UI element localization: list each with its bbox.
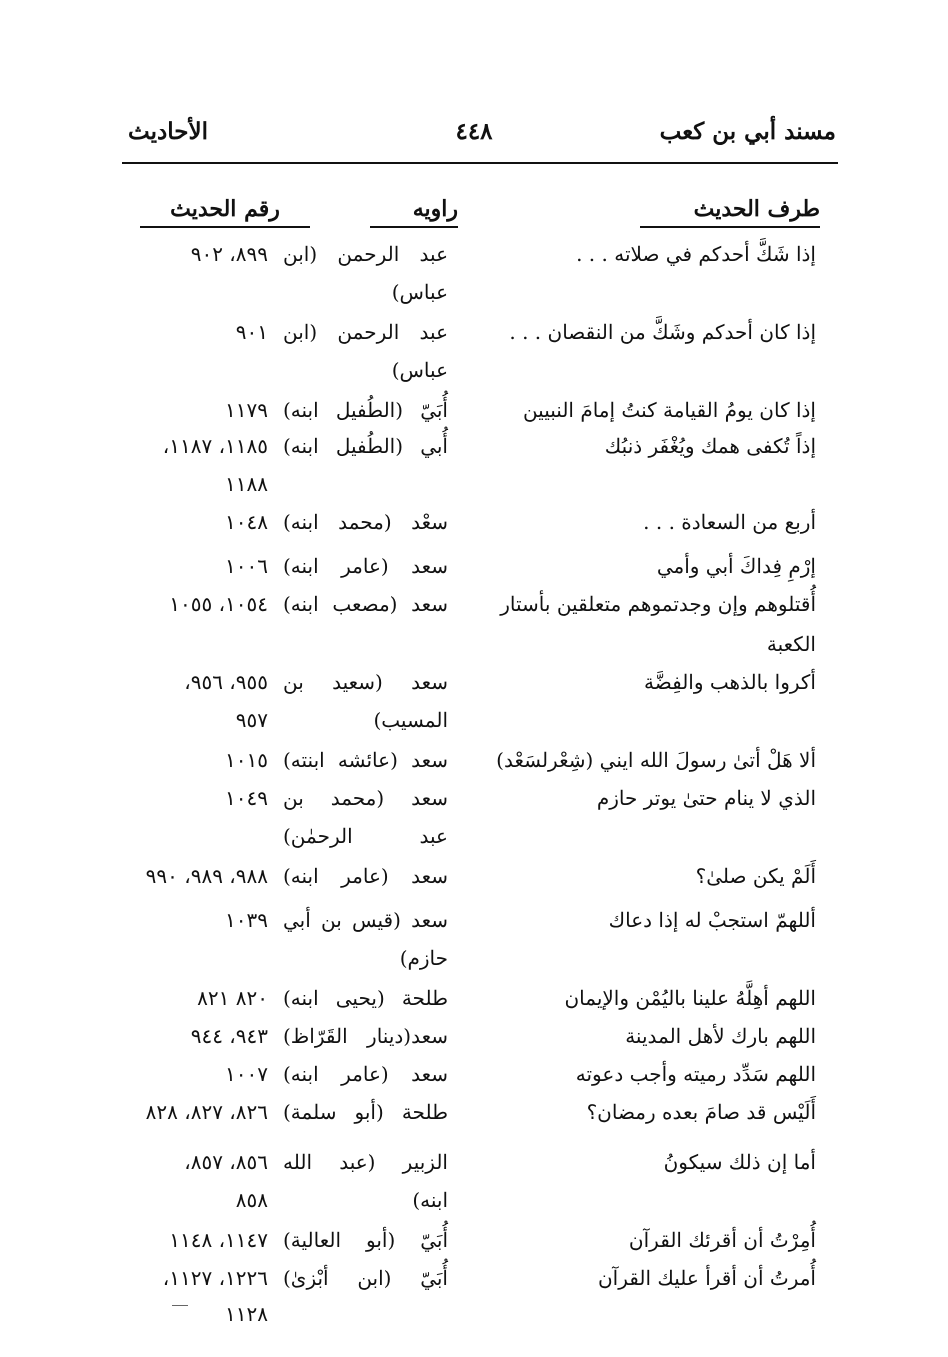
column-header-narrator: راويه: [370, 196, 458, 228]
table-row: [0, 470, 948, 502]
hadith-numbers: ١٠٣٩: [225, 908, 268, 932]
table-row: [0, 356, 948, 388]
hadith-numbers: ٩٥٧: [235, 708, 268, 732]
hadith-text: إرْمِ فِداكَ أبي وأمي: [656, 554, 816, 578]
hadith-text: أكروا بالذهب والفِضَّة: [644, 670, 816, 694]
hadith-numbers: ١٠٤٩: [225, 786, 268, 810]
narrator-text: عباس): [391, 358, 448, 382]
hadith-text: إذا شَكَّ أحدكم في صلاته . . .: [576, 242, 816, 266]
narrator-text: سعد (مصعب ابنه): [283, 592, 448, 616]
narrator-text: أُبَيّ (ابن أبْزىٰ): [283, 1266, 448, 1290]
table-row: [0, 944, 948, 976]
narrator-text: عبد الرحمٰن): [283, 824, 448, 848]
table-row: [0, 1148, 948, 1180]
narrator-text: سعد (عامر ابنه): [283, 554, 448, 578]
hadith-numbers: ٩٥٥، ٩٥٦،: [184, 670, 268, 694]
table-row: [0, 784, 948, 816]
hadith-numbers: ١١٤٧، ١١٤٨: [169, 1228, 268, 1252]
hadith-text: أَلَمْ يكن صلىٰ؟: [695, 864, 816, 888]
table-row: [0, 906, 948, 938]
table-row: [0, 668, 948, 700]
hadith-numbers: ١٠٤٨: [225, 510, 268, 534]
table-row: [0, 1226, 948, 1258]
hadith-numbers: ١٢٢٦، ١١٢٧،: [162, 1266, 268, 1290]
narrator-text: أُبَيّ (أبو العالية): [283, 1228, 448, 1252]
hadith-numbers: ١١٨٥، ١١٨٧،: [162, 434, 268, 458]
narrator-text: عبد الرحمن (ابن: [283, 320, 448, 344]
narrator-text: سعد (سعيد بن: [283, 670, 448, 694]
table-row: [0, 706, 948, 738]
hadith-text: اللهم سَدِّد رميته وأجب دعوته: [575, 1062, 816, 1086]
table-row: [0, 746, 948, 778]
narrator-text: سعْد (محمد ابنه): [283, 510, 448, 534]
hadith-text: الذي لا ينام حتىٰ يوتر حازم: [596, 786, 816, 810]
narrator-text: طلحة (أبو سلمة): [283, 1100, 448, 1124]
hadith-numbers: ٩٤٣، ٩٤٤: [190, 1024, 268, 1048]
table-row: [0, 1022, 948, 1054]
hadith-numbers: ١٠١٥: [225, 748, 268, 772]
narrator-text: سعد (محمد بن: [283, 786, 448, 810]
narrator-text: سعد (عامر ابنه): [283, 1062, 448, 1086]
table-row: [0, 630, 948, 662]
narrator-text: عبد الرحمن (ابن: [283, 242, 448, 266]
hadith-numbers: ١٠٥٤، ١٠٥٥: [169, 592, 268, 616]
footer-mark: [172, 1305, 188, 1306]
hadith-numbers: ٩٠١: [235, 320, 268, 344]
table-row: [0, 240, 948, 272]
hadith-text: ألا هَلْ أتىٰ رسولَ الله ايني (شِعْرلسَعْد): [496, 748, 816, 772]
narrator-text: أُبي (الطُفيل ابنه): [283, 434, 448, 458]
hadith-text: إذاً تُكفى همك ويُغْفَر ذنبُك: [604, 434, 816, 458]
narrator-text: ابنه): [412, 1188, 448, 1212]
narrator-text: طلحة (يحيى ابنه): [283, 986, 448, 1010]
table-row: [0, 862, 948, 894]
table-row: [0, 1098, 948, 1130]
table-row: [0, 1060, 948, 1092]
hadith-numbers: ١٠٠٧: [225, 1062, 268, 1086]
table-row: [0, 552, 948, 584]
hadith-text: أللهمّ استجبْ له إذا دعاك: [608, 908, 816, 932]
column-header-number: رقم الحديث: [140, 196, 310, 228]
narrator-text: الزبير (عبد الله: [283, 1150, 448, 1174]
narrator-text: عباس): [391, 280, 448, 304]
hadith-numbers: ١١٧٩: [225, 398, 268, 422]
section-title: الأحاديث: [128, 118, 208, 145]
narrator-text: المسيب): [373, 708, 448, 732]
narrator-text: سعد (عامر ابنه): [283, 864, 448, 888]
hadith-text: اللهم أهِلَّهُ علينا باليُمْن والإيمان: [564, 986, 816, 1010]
hadith-numbers: ١١٢٨: [225, 1302, 268, 1326]
hadith-text: أما إن ذلك سيكونُ: [663, 1150, 816, 1174]
page-number: ٤٤٨: [455, 118, 493, 145]
table-row: [0, 508, 948, 540]
book-title: مسند أبي بن كعب: [659, 118, 836, 145]
narrator-text: حازم): [399, 946, 448, 970]
table-row: [0, 1300, 948, 1332]
hadith-text: الكعبة: [766, 632, 816, 656]
table-row: [0, 432, 948, 464]
narrator-text: سعد (عائشه ابنته): [283, 748, 448, 772]
header-rule: [122, 162, 838, 164]
hadith-numbers: ٨٥٨: [235, 1188, 268, 1212]
hadith-text: إذا كان أحدكم وشَكَّ من النقصان . . .: [509, 320, 816, 344]
hadith-numbers: ١٠٠٦: [225, 554, 268, 578]
table-row: [0, 278, 948, 310]
hadith-numbers: ٨٢٠ ٨٢١: [197, 986, 268, 1010]
hadith-text: اللهم بارك لأهل المدينة: [625, 1024, 816, 1048]
narrator-text: سعد (قيس بن أبي: [283, 908, 448, 932]
hadith-text: أُمرتُ أن أقرأ عليك القرآن: [597, 1266, 816, 1290]
table-row: [0, 318, 948, 350]
hadith-numbers: ٨٥٦، ٨٥٧،: [184, 1150, 268, 1174]
hadith-numbers: ٨٩٩، ٩٠٢: [190, 242, 268, 266]
hadith-text: أَلَيْس قد صامَ بعده رمضان؟: [586, 1100, 816, 1124]
hadith-text: أربع من السعادة . . .: [643, 510, 816, 534]
hadith-text: أُقتلوهم وإن وجدتموهم متعلقين بأستار: [500, 592, 816, 616]
hadith-numbers: ٨٢٦، ٨٢٧، ٨٢٨: [145, 1100, 268, 1124]
table-row: [0, 1186, 948, 1218]
narrator-text: سعد(دينار القَرّاظ): [283, 1024, 448, 1048]
hadith-text: إذا كان يومُ القيامة كنتُ إمامَ النبيين: [522, 398, 816, 422]
table-row: [0, 984, 948, 1016]
hadith-numbers: ١١٨٨: [225, 472, 268, 496]
hadith-text: أُمِرْتُ أن أقرئك القرآن: [628, 1228, 816, 1252]
table-row: [0, 822, 948, 854]
hadith-numbers: ٩٨٨، ٩٨٩، ٩٩٠: [145, 864, 268, 888]
table-row: [0, 1264, 948, 1296]
table-row: [0, 590, 948, 622]
column-header-hadith: طرف الحديث: [640, 196, 820, 228]
narrator-text: أُبَيّ (الطُفيل ابنه): [283, 398, 448, 422]
table-row: [0, 396, 948, 428]
